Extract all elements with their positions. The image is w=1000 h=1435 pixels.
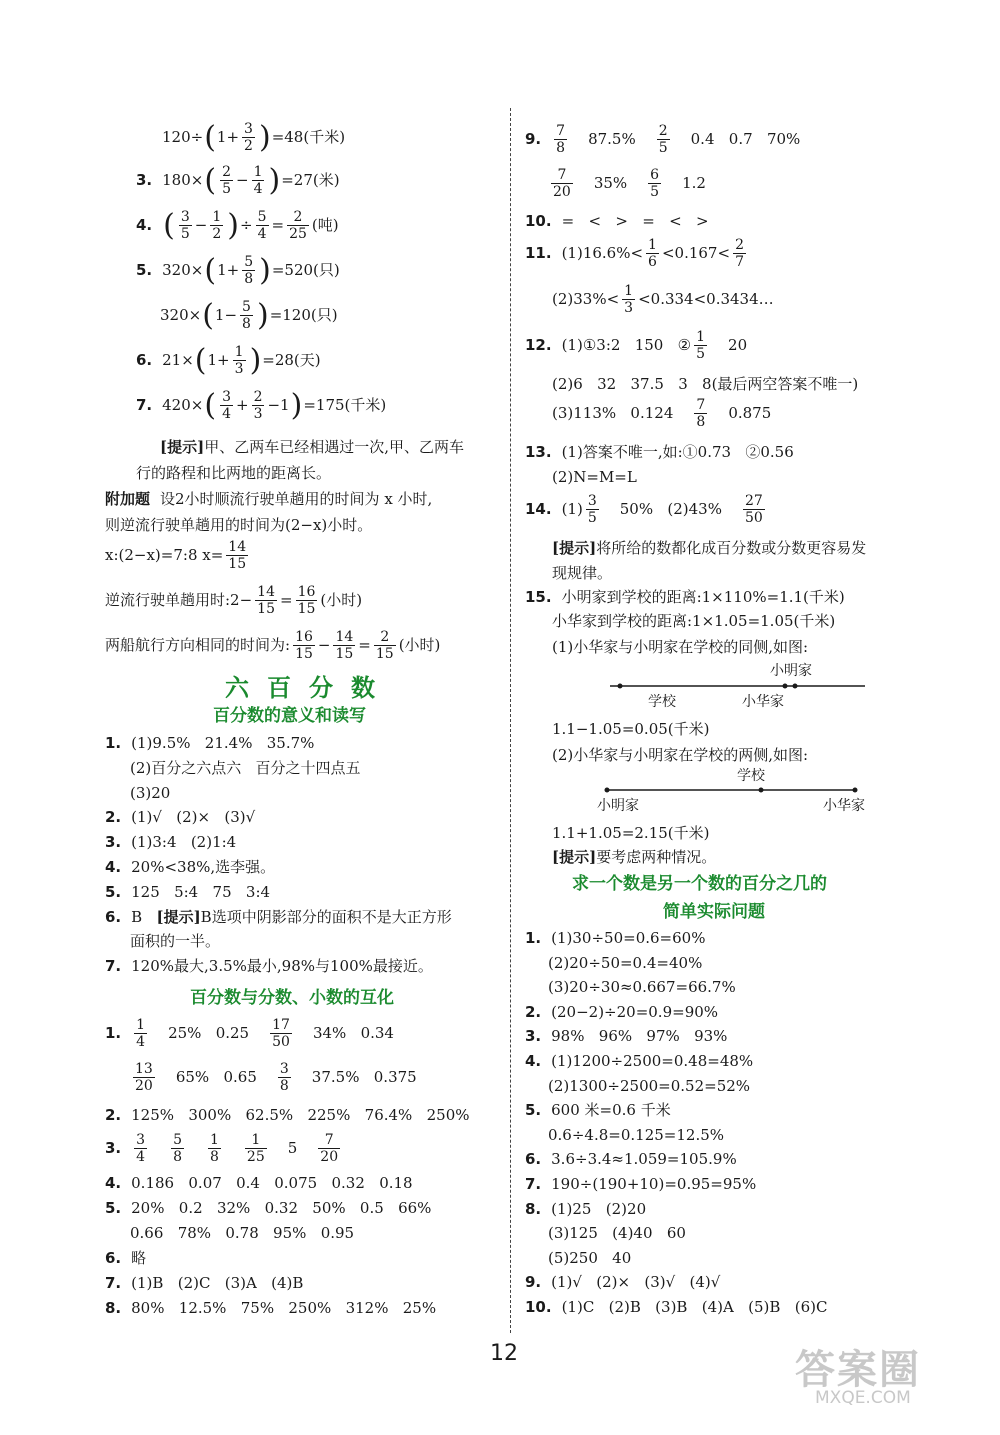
question-3: 3. $\frac{3}{4}$ $\frac{5}{8}$ $\frac{1}{8}$ $\frac{1}{25}$ 5 $\frac{7}{20}$ [105,1132,339,1165]
answer-line: (2)6 32 37.5 3 8(最后两空答案不唯一) [552,375,859,393]
answer-text: (1)25 (2)20 [551,1199,647,1218]
question-5: 5. 320× ( 1+ $\frac{5}{8}$ ) =520(只) [136,252,340,288]
extra-line: x:(2−x)=7:8 x= $\frac{14}{15}$ [105,539,247,572]
section-title: 求一个数是另一个数的百分之几的 [572,874,827,894]
question-11: 11. (1)16.6%< $\frac{1}{6}$ <0.167< $\frac{2}{7}$ [525,237,744,270]
diagram-label: 小明家 [770,663,812,679]
answer-line: (3)113% 0.124 $\frac{7}{8}$ 0.875 [552,397,772,430]
answer-text: (1)3:4 (2)1:4 [131,833,237,852]
answer-line [525,1002,719,1021]
answer-text: (3)125 (4)40 60 [548,1224,686,1243]
watermark-logo-text: 答案圈 [795,1347,921,1393]
section-title: 简单实际问题 [663,902,765,922]
question-number: 8. [105,1299,122,1317]
answer-text: (1)√ (2)× (3)√ (4)√ [551,1273,721,1292]
answer-line: 小华家到学校的距离:1×1.05=1.05(千米) [552,612,836,630]
question-3: 3. 180× ( $\frac{2}{5}$ − $\frac{1}{4}$ ) =27(米) [136,162,340,198]
answer-line: (1)小华家与小明家在学校的同侧,如图: [552,638,809,656]
question-14: 14. (1) $\frac{3}{5}$ 50% (2)43% $\frac{27}{50}$ [525,493,763,526]
question-number: 5. [105,1199,122,1217]
answer-text: (1)1200÷2500=0.48=48% [551,1052,754,1070]
answer-line [130,1226,354,1241]
answer-text: (1)√ (2)× (3)√ [131,808,256,827]
extra-question: 附加题 设2小时顺流行驶单趟用的时间为 x 小时, [105,490,433,508]
answer-line [548,1248,632,1267]
answer-text: (1)B (2)C (3)A (4)B [131,1274,304,1292]
diagram-label: 学校 [648,694,676,710]
answer-text: 面积的一半。 [130,932,221,951]
question-number: 4. [105,858,122,876]
question-number: 2. [105,808,122,827]
answer-line [105,835,236,850]
answer-line [548,953,703,972]
question-1: 1. $\frac{1}{4}$ 25% 0.25 $\frac{17}{50}$ 34% 0.34 [105,1017,394,1050]
diagram-label: 小明家 [597,798,639,814]
answer-line [105,1201,431,1216]
question-number: 6. [105,907,122,926]
extra-line: 两船航行方向相同的时间为: $\frac{16}{15}$ − $\frac{14}{15}$ = $\frac{2}{15}$ (小时) [105,629,441,662]
answer-line: (2)33%< $\frac{1}{3}$ <0.334<0.3434… [552,283,774,316]
number-line-same-side [600,660,870,715]
question-number: 9. [525,1273,542,1292]
column-divider [510,108,511,1333]
hint-continued: 行的路程和比两地的距离长。 [136,464,332,482]
question-number: 1. [525,929,542,947]
answer-line [525,1029,727,1044]
answer-line [105,810,255,825]
hint: [提示] 要考虑两种情况。 [552,848,717,866]
number-line-two-sides [595,766,885,818]
answer-text: 600 米=0.6 千米 [551,1101,671,1120]
answer-text: 120%最大,3.5%最小,98%与100%最接近。 [131,957,433,976]
question-number: 10. [525,1298,552,1316]
answer-text: (3)20÷30≈0.667=66.7% [548,978,736,997]
page-number: 12 [490,1341,518,1366]
answer-text: 98% 96% 97% 93% [551,1027,728,1046]
watermark-url: MXQE.COM [815,1388,911,1408]
answer-line [105,1176,413,1191]
answer-line: 1.1+1.05=2.15(千米) [552,824,710,842]
question-13: 13. (1)答案不唯一,如:①0.73 ②0.56 [525,443,794,461]
answer-line [105,1251,146,1266]
answer-text: (2)20÷50=0.4=40% [548,953,703,972]
question-number: 4. [525,1052,542,1070]
answer-line [548,1125,725,1144]
answer-text: 3.6÷3.4≈1.059=105.9% [551,1150,737,1169]
diagram-label: 小华家 [742,694,784,710]
question-number: 5. [105,882,122,901]
question-15: 15. 小明家到学校的距离:1×110%=1.1(千米) [525,588,845,606]
question-number: 2. [525,1002,542,1021]
answer-line [105,1276,303,1291]
question-9: 9. $\frac{7}{8}$ 87.5% $\frac{2}{5}$ 0.4 0.7 70% [525,123,801,156]
question-4: 4. ( $\frac{3}{5}$ − $\frac{1}{2}$ ) ÷ $\frac{5}{4}$ = $\frac{2}{25}$ (吨) [136,207,339,243]
question-number: 5. [525,1101,542,1120]
answer-line [130,758,361,777]
answer-line [525,1275,720,1290]
question-2: 2. 125% 300% 62.5% 225% 76.4% 250% [105,1106,470,1124]
answer-text: (2)1300÷2500=0.52=52% [548,1076,751,1095]
answer-text: 125 5:4 75 3:4 [131,882,271,901]
answer-text: (1)30÷50=0.6=60% [551,929,706,947]
diagram-label: 小华家 [823,798,865,814]
question-number: 1. [105,734,122,752]
hint-tag: [提示] [156,907,201,926]
answer-line [130,934,220,949]
diagram-label: 学校 [737,768,765,784]
answer-line [525,1300,827,1315]
question-number: 4. [105,1174,122,1192]
fraction: $\frac{3}{2}$ [244,121,253,154]
answer-line: $\frac{7}{20}$ 35% $\frac{6}{5}$ 1.2 [553,167,706,200]
question-number: 3. [105,833,122,852]
question-number: 7. [105,957,122,976]
answer-line [548,1076,751,1095]
chapter-title: 六百分数 [225,673,393,702]
answer-text: B [131,907,157,926]
extra-line: 则逆流行驶单趟用的时间为(2−x)小时。 [105,516,373,534]
answer-text: (2)百分之六点六 百分之十四点五 [130,758,361,777]
answer-line: 120÷ ( 1+ $\frac{3}{2}$ ) =48(千米) [162,119,346,155]
question-7: 7. 420× ( $\frac{3}{4}$ + $\frac{2}{3}$ −1 ) =175(千米) [136,387,387,423]
answer-line [548,1226,686,1241]
answer-text: (1)C (2)B (3)B (4)A (5)B (6)C [561,1298,828,1316]
question-number: 3. [525,1027,542,1046]
answer-text: 80% 12.5% 75% 250% 312% 25% [131,1299,437,1317]
question-10: 10. = < > = < > [525,212,709,230]
answer-line: 320× ( 1− $\frac{5}{8}$ ) =120(只) [160,297,338,333]
watermark [795,1347,990,1430]
answer-text: 20%<38%,选李强。 [131,858,276,876]
answer-text: (5)250 40 [548,1248,632,1267]
question-6: 6. 21× ( 1+ $\frac{1}{3}$ ) =28(天) [136,342,321,378]
question-number: 6. [525,1150,542,1169]
answer-text: 0.66 78% 0.78 95% 0.95 [130,1224,355,1242]
answer-text: 略 [131,1249,147,1267]
answer-line [525,931,705,946]
answer-line: 1.1−1.05=0.05(千米) [552,720,710,738]
section-title: 百分数与分数、小数的互化 [190,988,394,1008]
answer-line [105,959,433,974]
answer-line [525,1152,737,1167]
question-number: 6. [105,1249,122,1267]
answer-line: (2)小华家与小明家在学校的两侧,如图: [552,746,809,764]
answer-line: $\frac{13}{20}$ 65% 0.65 $\frac{3}{8}$ 37.5% 0.375 [135,1061,417,1094]
answer-text: (20−2)÷20=0.9=90% [551,1002,719,1021]
hint-continued: 现规律。 [552,564,613,582]
extra-line: 逆流行驶单趟用时:2− $\frac{14}{15}$ = $\frac{16}{15}$ (小时) [105,584,363,617]
question-number: 7. [525,1175,542,1193]
answer-line [525,1199,647,1218]
answer-line: (2)N=M=L [552,468,637,486]
answer-line [525,1177,756,1192]
answer-line [105,1301,436,1316]
answer-text: 190÷(190+10)=0.95=95% [551,1175,757,1193]
answer-line [105,882,271,901]
hint: [提示] 甲、乙两车已经相遇过一次,甲、乙两车 [160,438,464,456]
hint-text: B选项中阴影部分的面积不是大正方形 [200,907,452,926]
answer-line [130,783,171,802]
answer-text: (3)20 [130,783,171,802]
answer-text: (1)9.5% 21.4% 35.7% [131,734,315,752]
question-number: 7. [105,1274,122,1292]
hint: [提示] 将所给的数都化成百分数或分数更容易发 [552,539,867,557]
question-number: 8. [525,1199,542,1218]
answer-text: 0.6÷4.8=0.125=12.5% [548,1125,725,1144]
section-title: 百分数的意义和读写 [213,706,366,726]
answer-text: 20% 0.2 32% 0.32 50% 0.5 66% [131,1199,432,1217]
answer-line [525,1054,753,1069]
answer-line [105,736,314,751]
question-12: 12. (1)①3:2 150 ② $\frac{1}{5}$ 20 [525,329,748,362]
answer-line [105,860,275,875]
answer-line [525,1103,671,1118]
answer-text: 0.186 0.07 0.4 0.075 0.32 0.18 [131,1174,413,1192]
answer-line [548,980,736,995]
answer-line [105,907,452,926]
